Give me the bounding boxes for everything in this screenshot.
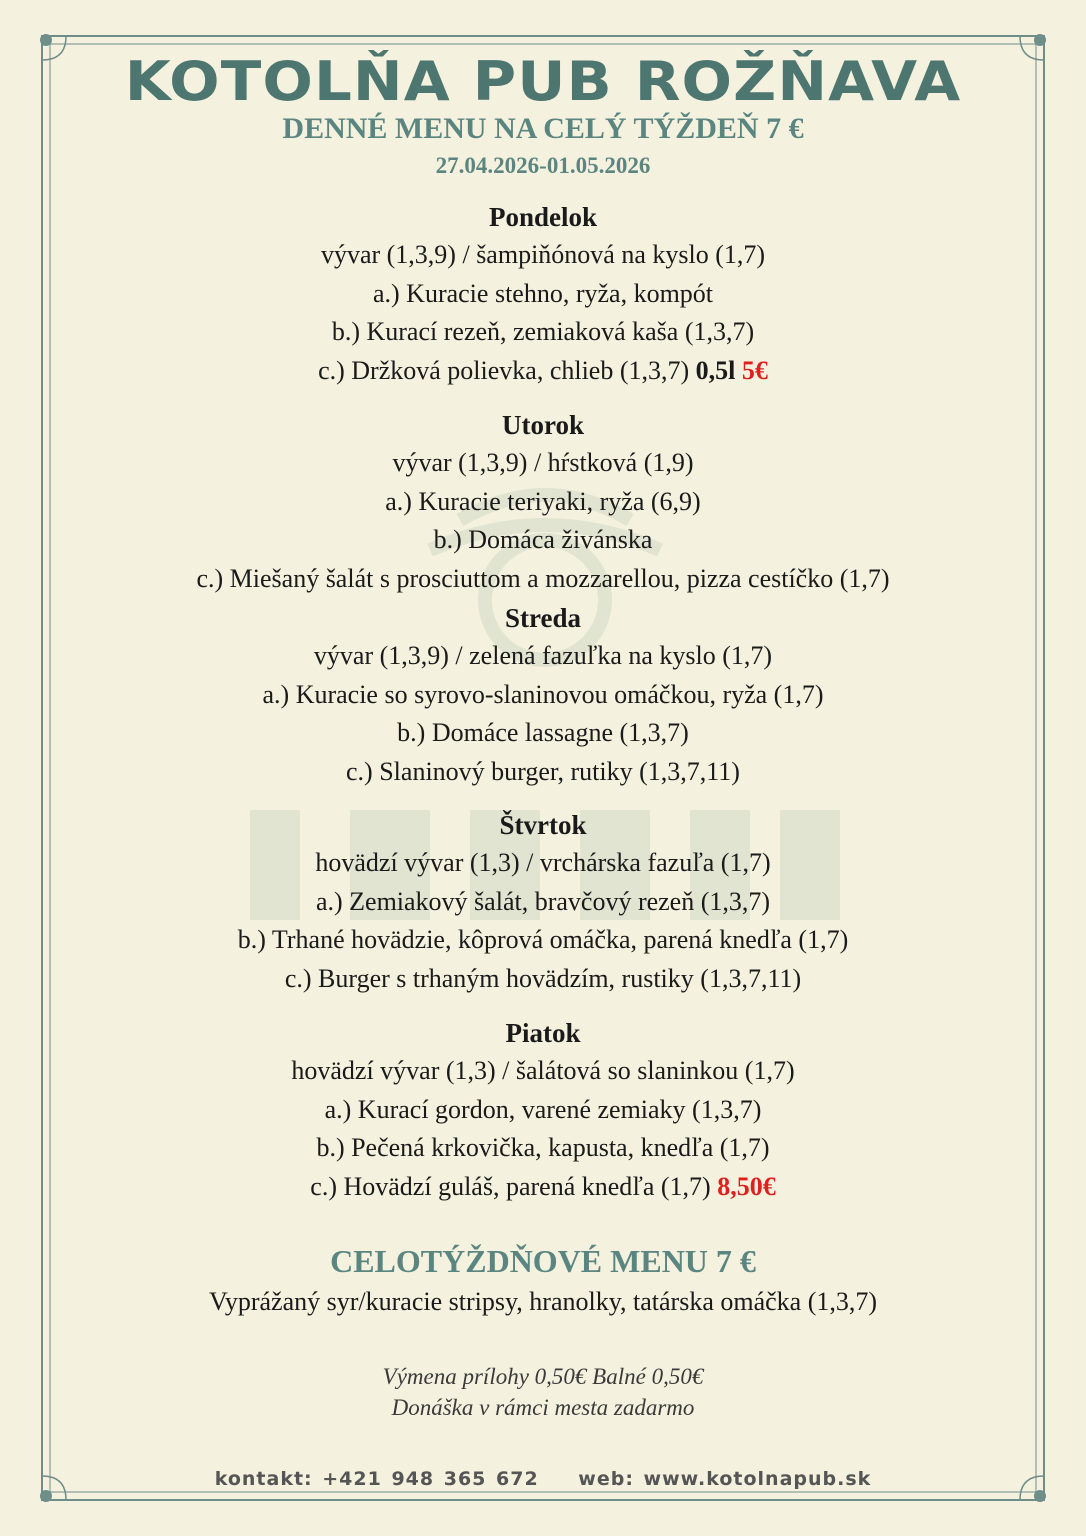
menu-item-b: b.) Trhané hovädzie, kôprová omáčka, parená knedľa (1,7) [237,925,849,955]
menu-item-a: a.) Kuracie teriyaki, ryža (6,9) [385,486,701,516]
menu-item-b: b.) Domáca živánska [433,525,653,555]
day-name: Pondelok [488,202,598,232]
soup-line: hovädzí vývar (1,3) / vrchárska fazuľa (1,7) [315,848,771,877]
soup-line: vývar (1,3,9) / hŕstková (1,9) [392,448,694,477]
menu-item-c [0,1168,1086,1207]
day-block-monday [0,198,1086,390]
menu-subtitle: DENNÉ MENU NA CELÝ TÝŽDEŇ 7 € [282,112,804,145]
day-name: Utorok [501,410,584,440]
menu-item-c-text: c.) Hovädzí guláš, parená knedľa (1,7) [310,1171,711,1201]
menu-item-a: a.) Kuracie so syrovo-slaninovou omáčkou, ryža (1,7) [262,679,824,709]
menu-item-c: c.) Slaninový burger, rutiky (1,3,7,11) [346,756,740,786]
day-block-wednesday [0,599,1086,791]
contact-phone: kontakt: +421 948 365 672 [214,1468,539,1490]
menu-item-a: a.) Zemiakový šalát, bravčový rezeň (1,3,7) [315,886,771,916]
menu-item-c: c.) Miešaný šalát s prosciuttom a mozzarellou, pizza cestíčko (1,7) [196,563,890,593]
weekly-menu-item: Vyprážaný syr/kuracie stripsy, hranolky, tatárska omáčka (1,3,7) [208,1287,878,1316]
day-name: Streda [504,603,581,633]
menu-item-a: a.) Kuracie stehno, ryža, kompót [372,278,714,308]
day-block-friday [0,1014,1086,1206]
note-delivery: Donáška v rámci mesta zadarmo [391,1395,695,1420]
menu-item-a: a.) Kurací gordon, varené zemiaky (1,3,7) [324,1094,762,1124]
pub-name-title: KOTOLŇA PUB ROŽŇAVA [124,50,962,113]
portion-size: 0,5l [695,355,736,385]
contact-footer [0,1464,1086,1494]
soup-line: hovädzí vývar (1,3) / šalátová so slaninkou (1,7) [291,1056,795,1085]
menu-date-range: 27.04.2026-01.05.2026 [435,153,651,178]
menu-item-b: b.) Kurací rezeň, zemiaková kaša (1,3,7) [331,317,755,347]
day-name: Štvrtok [499,810,587,840]
price-tag: 5€ [741,355,768,385]
contact-web: web: www.kotolnapub.sk [578,1468,872,1490]
note-side-swap: Výmena prílohy 0,50€ Balné 0,50€ [382,1364,704,1389]
soup-line: vývar (1,3,9) / šampiňónová na kyslo (1,7) [320,240,766,269]
menu-item-c-text: c.) Držková polievka, chlieb (1,3,7) [318,355,690,385]
weekly-menu-title: CELOTÝŽDŇOVÉ MENU 7 € [330,1243,756,1279]
menu-item-c: c.) Burger s trhaným hovädzím, rustiky (1,3,7,11) [284,963,802,993]
menu-item-b: b.) Domáce lassagne (1,3,7) [397,718,689,748]
menu-item-c [0,352,1086,391]
day-name: Piatok [505,1018,581,1048]
menu-item-b: b.) Pečená krkovička, kapusta, knedľa (1,7) [316,1133,770,1163]
day-block-thursday [0,806,1086,998]
soup-line: vývar (1,3,9) / zelená fazuľka na kyslo (1,7) [313,641,773,670]
price-tag: 8,50€ [717,1171,776,1201]
day-block-tuesday [0,406,1086,598]
